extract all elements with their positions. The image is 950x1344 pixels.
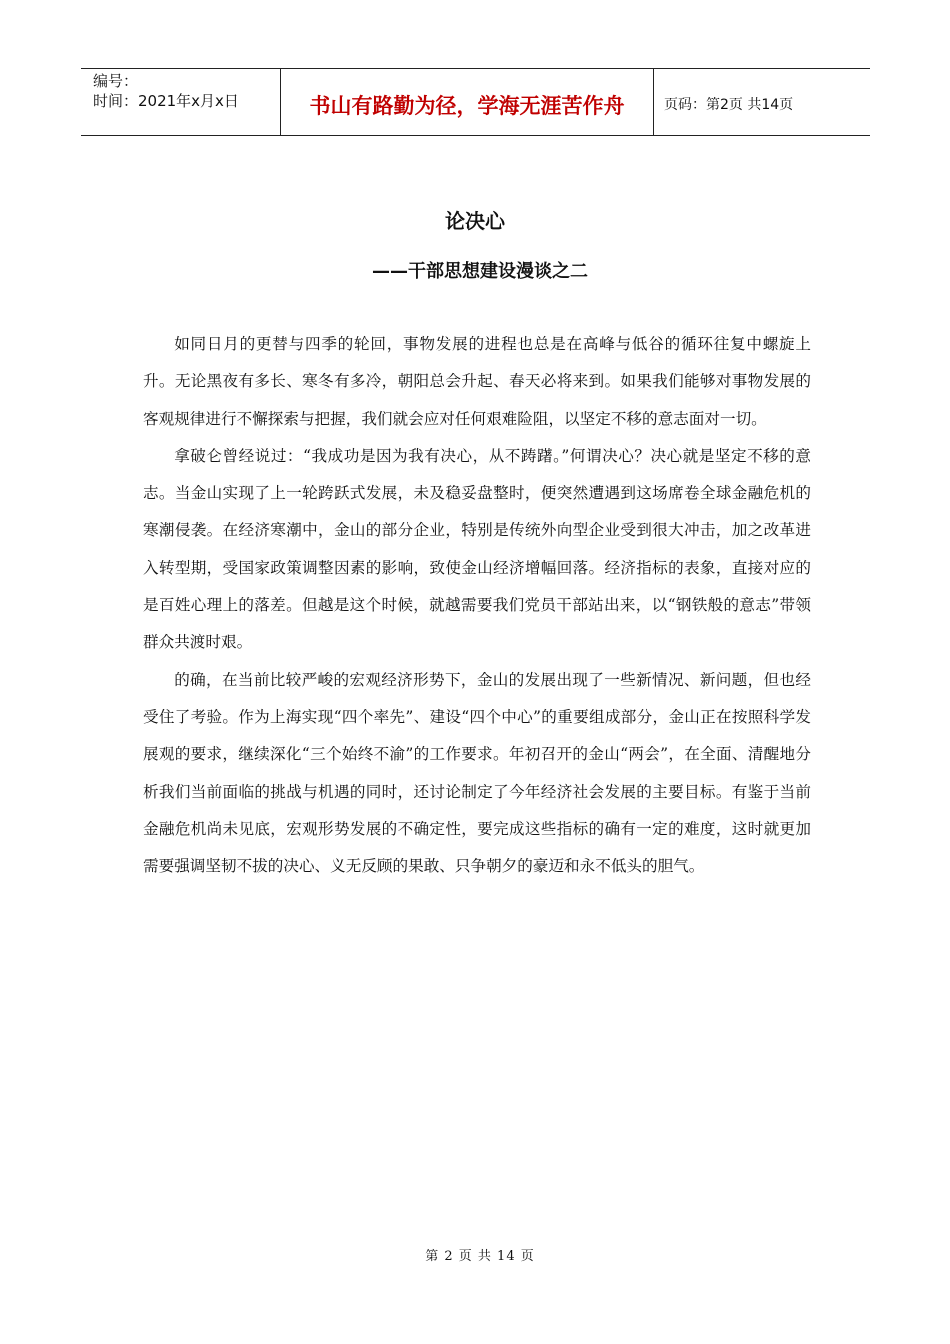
header-meta xyxy=(81,69,281,135)
article-subtitle: ——干部思想建设漫谈之二 xyxy=(372,261,588,282)
paragraph: 拿破仑曾经说过：“我成功是因为我有决心，从不踌躇。”何谓决心？决心就是坚定不移的意志。当金山实现了上一轮跨跃式发展，未及稳妥盘整时，便突然遭遇到这场席卷全球金融危机的寒潮侵袭。在经济寒潮中，金山的部分企业，特别是传统外向型企业受到很大冲击，加之改革进入转型期，受国家政策调整因素的影响，致使金山经济增幅回落。经济指标的表象，直接对应的是百姓心理上的落差。但越是这个时候，就越需要我们党员干部站出来，以“钢铁般的意志”带领群众共渡时艰。 xyxy=(143,446,811,652)
document-header xyxy=(81,68,870,136)
header-motto: 书山有路勤为径，学海无涯苦作舟 xyxy=(281,69,654,135)
article-title: 论决心 xyxy=(445,209,505,233)
document-time-label: 时间：2021年x月x日 xyxy=(93,92,239,110)
paragraph: 的确，在当前比较严峻的宏观经济形势下，金山的发展出现了一些新情况、新问题，但也经受住了考验。作为上海实现“四个率先”、建设“四个中心”的重要组成部分，金山正在按照科学发展观的要求，继续深化“三个始终不渝”的工作要求。年初召开的金山“两会”，在全面、清醒地分析我们当前面临的挑战与机遇的同时，还讨论制定了今年经济社会发展的主要目标。有鉴于当前金融危机尚未见底，宏观形势发展的不确定性，要完成这些指标的确有一定的难度，这时就更加需要强调坚韧不拔的决心、义无反顾的果敢、只争朝夕的豪迈和永不低头的胆气。 xyxy=(143,670,811,876)
page-footer: 第 2 页 共 14 页 xyxy=(425,1249,535,1264)
document-number-label: 编号： xyxy=(93,72,139,90)
paragraph: 如同日月的更替与四季的轮回，事物发展的进程也总是在高峰与低谷的循环往复中螺旋上升。无论黑夜有多长、寒冬有多冷，朝阳总会升起、春天必将来到。如果我们能够对事物发展的客观规律进行不懈探索与把握，我们就会应对任何艰难险阻，以坚定不移的意志面对一切。 xyxy=(143,335,811,428)
article-body xyxy=(143,326,811,885)
header-page-info: 页码：第2页 共14页 xyxy=(664,97,794,113)
